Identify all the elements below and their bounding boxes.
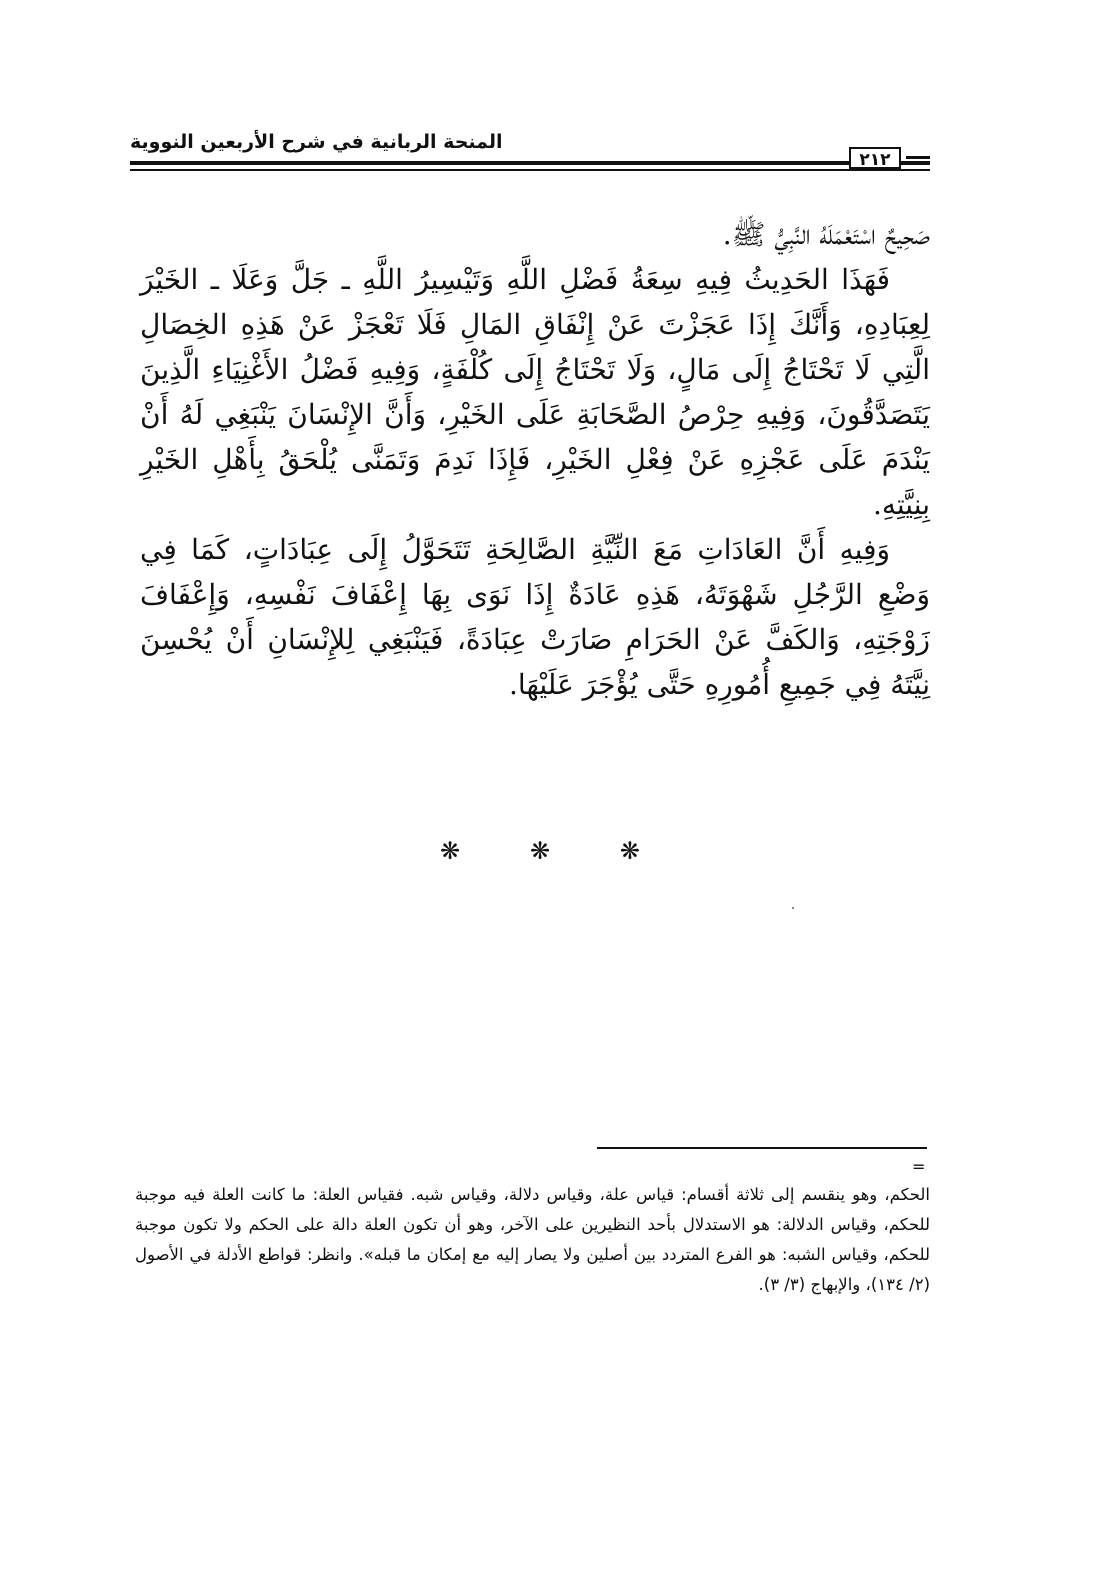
- section-separator: [440, 836, 640, 866]
- star-ornament-icon: ❋: [529, 837, 551, 865]
- paragraph: صَحِيحٌ اسْتَعْمَلَهُ النَّبِيُّ ﷺ.: [722, 218, 930, 251]
- paragraph: وَفِيهِ أَنَّ العَادَاتِ مَعَ النِّيَّةِ الصَّالِحَةِ تَتَحَوَّلُ إِلَى عِبَادَاتٍ، كَمَا فِي وَضْعِ الرَّجُلِ شَهْوَتَهُ، هَذِهِ عَادَةٌ إِذَا نَوَى بِهَا إِعْفَافَ نَفْسِهِ، وَإِعْفَافَ زَوْجَتِهِ، وَالكَفَّ عَنْ الحَرَامِ صَارَتْ عِبَادَةً، فَيَنْبَغِي لِلإِنْسَانِ أَنْ يُحْسِنَ نِيَّتَهُ فِي جَمِيعِ أُمُورِهِ حَتَّى يُؤْجَرَ عَلَيْهَا.: [140, 533, 931, 701]
- footnote-divider: [597, 1147, 927, 1149]
- header-rule-thick: [130, 161, 930, 165]
- star-ornament-icon: ❋: [619, 837, 640, 865]
- star-ornament-icon: ❋: [440, 837, 461, 865]
- header-rule-thin: [130, 169, 930, 171]
- header-rule-end: [906, 156, 930, 159]
- main-text: [140, 212, 930, 707]
- footnote-text: الحكم، وهو ينقسم إلى ثلاثة أقسام: قياس علة، وقياس دلالة، وقياس شبه. فقياس العلة: ما كانت العلة فيه موجبة للحكم، وقياس الدلالة: هو الاستدلال بأحد النظيرين على الآخر، وهو أن تكون العلة دالة على الحكم ولا تكون موجبة للحكم، وقياس الشبه: هو الفرع المتردد بين أصلين ولا يصار إليه مع إمكان ما قبله». وانظر: قواطع الأدلة في الأصول (٢/ ١٣٤)، والإبهاج (٣/ ٣).: [135, 1185, 930, 1294]
- page-number: ٢١٢: [849, 147, 901, 169]
- book-title: المنحة الربانية في شرح الأربعين النووية: [130, 131, 503, 153]
- running-header: [130, 128, 930, 180]
- footnote-continuation-mark: =: [912, 1157, 926, 1176]
- scan-speck: [792, 907, 794, 909]
- footnote: [135, 1180, 930, 1300]
- paragraph: فَهَذَا الحَدِيثُ فِيهِ سِعَةُ فَضْلِ اللَّهِ وَتَيْسِيرُ اللَّهِ ـ جَلَّ وَعَلَا ـ الخَيْرَ لِعِبَادِهِ، وَأَنَّكَ إِذَا عَجَزْتَ عَنْ إِنْفَاقِ المَالِ فَلَا تَعْجَزْ عَنْ هَذِهِ الخِصَالِ الَّتِي لَا تَحْتَاجُ إِلَى مَالٍ، وَلَا تَحْتَاجُ إِلَى كُلْفَةٍ، وَفِيهِ فَضْلُ الأَغْنِيَاءِ الَّذِينَ يَتَصَدَّقُونَ، وَفِيهِ حِرْصُ الصَّحَابَةِ عَلَى الخَيْرِ، وَأَنَّ الإِنْسَانَ يَنْبَغِي لَهُ أَنْ يَنْدَمَ عَلَى عَجْزِهِ عَنْ فِعْلِ الخَيْرِ، فَإِذَا نَدِمَ وَتَمَنَّى يُلْحَقُ بِأَهْلِ الخَيْرِ بِنِيَّتِهِ.: [140, 263, 931, 521]
